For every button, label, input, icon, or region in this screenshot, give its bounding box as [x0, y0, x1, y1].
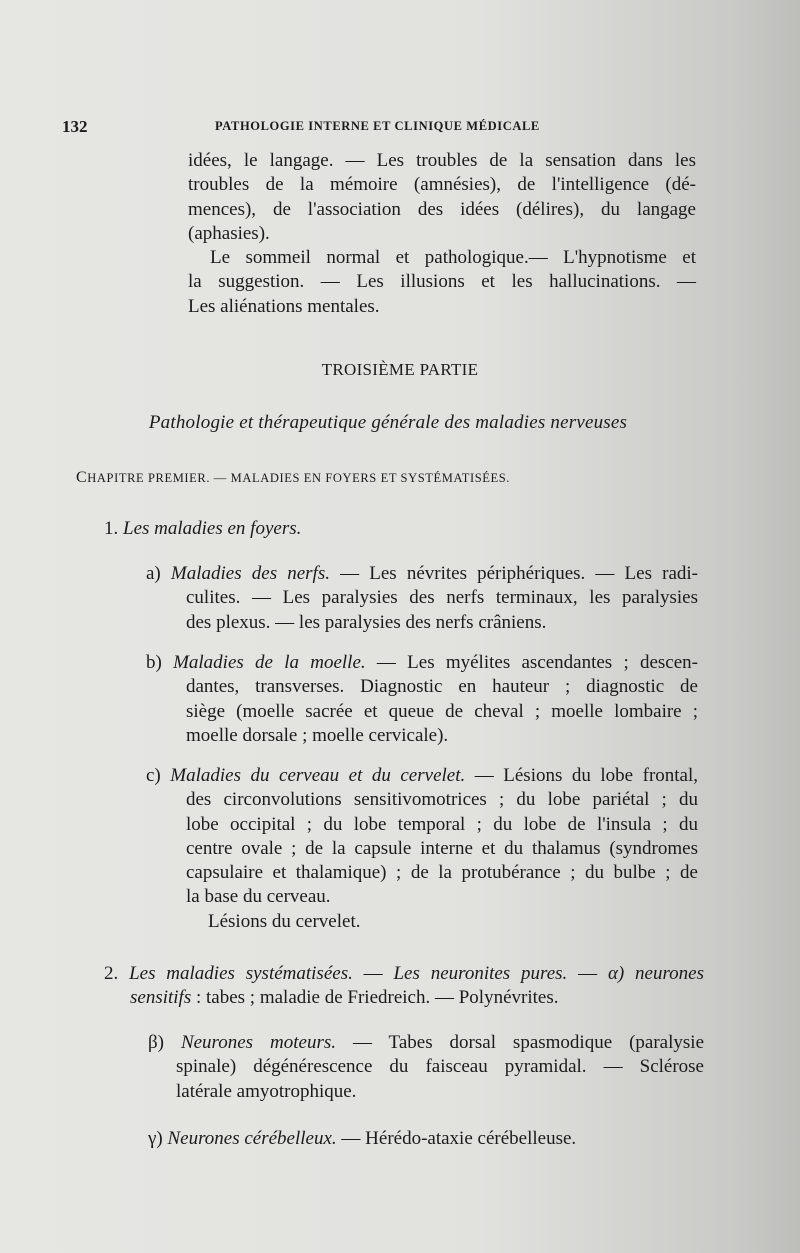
text-line: idées, le langage. — Les troubles de la sensation dans les	[188, 150, 696, 171]
chapter-heading	[76, 469, 510, 487]
dash: —	[567, 963, 608, 984]
item-text: — Tabes dorsal spasmodique (paralysie	[336, 1032, 705, 1053]
section-title: Les maladies systématisées.	[129, 963, 353, 984]
item-gamma	[148, 1128, 576, 1150]
item-title: sensitifs	[130, 987, 192, 1009]
section-2	[104, 962, 704, 1011]
item-title: Neurones cérébelleux.	[167, 1128, 337, 1149]
text-line: mences), de l'association des idées (délires), du langage	[188, 198, 696, 220]
text-line: Le sommeil normal et pathologique.— L'hypnotisme et	[210, 247, 696, 269]
item-b	[146, 651, 698, 748]
item-title: Maladies de la moelle.	[173, 652, 366, 673]
part-subtitle: Pathologie et thérapeutique générale des maladies nerveuses	[148, 412, 628, 433]
text-line: dantes, transverses. Diagnostic en hauteur ; diagnostic de	[186, 676, 698, 698]
text-line: des plexus. — les paralysies des nerfs crâniens.	[186, 611, 547, 633]
text-line: moelle dorsale ; moelle cervicale).	[186, 724, 449, 746]
text-line: latérale amyotrophique.	[176, 1080, 357, 1102]
item-text: — Les myélites ascendantes ; descen-	[365, 652, 698, 673]
item-marker: c)	[146, 765, 161, 786]
item-marker: b)	[146, 652, 162, 673]
text-line: la base du cerveau.	[186, 886, 331, 908]
text-line: Lésions du cervelet.	[208, 910, 361, 932]
section-1-heading	[104, 518, 301, 540]
item-text: — Lésions du lobe frontal,	[465, 765, 699, 786]
item-c	[146, 764, 698, 934]
dash: —	[352, 963, 394, 984]
item-a	[146, 562, 698, 635]
text-line: lobe occipital ; du lobe temporal ; du lobe de l'insula ; du	[186, 813, 698, 835]
text-line: (aphasies).	[188, 222, 270, 244]
text-line: centre ovale ; de la capsule interne et du thalamus (syndromes	[186, 837, 698, 859]
item-title: Neurones moteurs.	[180, 1032, 336, 1053]
item-marker: β)	[148, 1032, 164, 1053]
item-marker: γ)	[148, 1128, 163, 1149]
chapter-label: HAPITRE PREMIER. — MALADIES EN FOYERS ET SYSTÉMATISÉES.	[87, 471, 511, 485]
section-number: 1.	[104, 518, 119, 539]
item-text: : tabes ; maladie de Friedreich. — Polynévrites.	[191, 987, 559, 1009]
chapter-initial: C	[76, 469, 88, 486]
intro-paragraph	[188, 149, 696, 319]
alpha-label: α) neurones	[607, 963, 705, 984]
section-subtitle: Les neuronites pures.	[393, 963, 568, 984]
text-line: culites. — Les paralysies des nerfs terminaux, les paralysies	[186, 587, 698, 609]
text-line: des circonvolutions sensitivomotrices ; du lobe pariétal ; du	[186, 789, 698, 811]
item-text: — Les névrites périphériques. — Les radi-	[329, 563, 698, 584]
item-title: Maladies du cerveau et du cervelet.	[170, 765, 466, 786]
text-line: siège (moelle sacrée et queue de cheval ; moelle lombaire ;	[186, 700, 698, 722]
item-text: — Hérédo-ataxie cérébelleuse.	[336, 1128, 577, 1149]
text-line: la suggestion. — Les illusions et les hallucinations. —	[188, 271, 696, 293]
text-line: Les aliénations mentales.	[188, 295, 380, 317]
text-line: troubles de la mémoire (amnésies), de l'intelligence (dé-	[188, 174, 696, 196]
item-marker: a)	[146, 563, 161, 584]
item-beta	[148, 1031, 704, 1104]
text-line: capsulaire et thalamique) ; de la protubérance ; du bulbe ; de	[186, 862, 698, 884]
page-number: 132	[62, 117, 88, 136]
text-line: spinale) dégénérescence du faisceau pyramidal. — Sclérose	[176, 1056, 704, 1078]
running-title: PATHOLOGIE INTERNE ET CLINIQUE MÉDICALE	[215, 119, 540, 133]
section-number: 2.	[104, 963, 119, 984]
part-title: TROISIÈME PARTIE	[321, 360, 479, 379]
section-title: Les maladies en foyers.	[123, 518, 302, 539]
item-title: Maladies des nerfs.	[170, 563, 330, 584]
